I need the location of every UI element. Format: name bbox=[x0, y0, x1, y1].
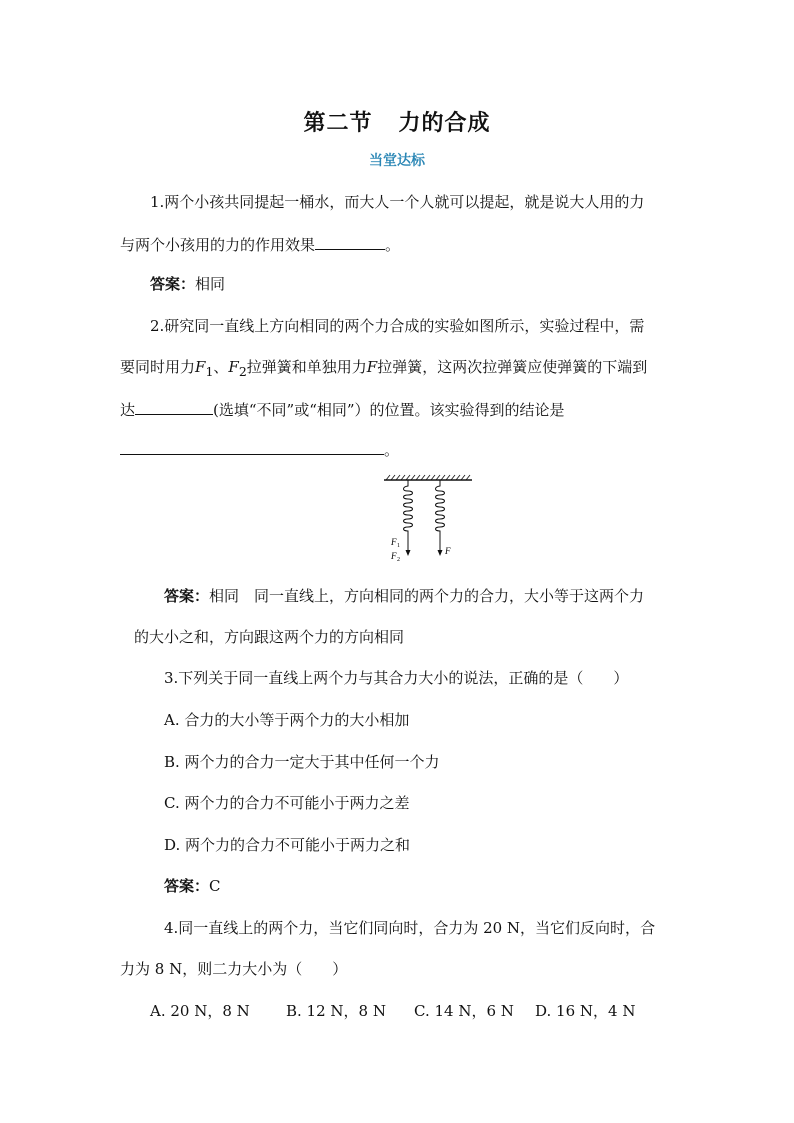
q2-line2 bbox=[120, 357, 647, 382]
q2-blank-1 bbox=[135, 399, 213, 415]
section-label: 第二节 bbox=[303, 110, 373, 136]
q3-answer bbox=[164, 876, 221, 896]
q2-answer-label: 答案： bbox=[164, 587, 210, 605]
q1-answer-blank bbox=[315, 234, 385, 250]
q1-answer-text: 相同 bbox=[195, 275, 226, 293]
q3-option-a: A. 合力的大小等于两个力的大小相加 bbox=[164, 711, 410, 729]
q3-option-d: D. 两个力的合力不可能小于两力之和 bbox=[164, 836, 411, 854]
section-topic: 力的合成 bbox=[398, 110, 491, 136]
spring-right bbox=[436, 480, 445, 536]
q2-answer-line1 bbox=[164, 586, 644, 606]
label-f1-sub: 1 bbox=[397, 543, 400, 549]
ceiling bbox=[384, 475, 472, 480]
q2-line3-pre: 达 bbox=[120, 401, 136, 419]
q1-answer-label: 答案： bbox=[150, 275, 196, 293]
q2-force-f: F bbox=[366, 358, 378, 376]
label-f2-sub: 2 bbox=[397, 557, 400, 563]
q2-line2-pre: 要同时用力 bbox=[120, 358, 196, 376]
q2-force-f2: F bbox=[228, 358, 239, 376]
spring-experiment-figure bbox=[380, 474, 480, 566]
q2-line3 bbox=[120, 399, 565, 420]
q1-line1: 1.两个小孩共同提起一桶水，而大人一个人就可以提起，就是说大人用的力 bbox=[150, 193, 645, 211]
q1-answer bbox=[150, 274, 225, 294]
q2-force-f2-sub: 2 bbox=[238, 364, 247, 379]
q2-answer-text-1: 相同 同一直线上，方向相同的两个力的合力，大小等于这两个力 bbox=[209, 587, 645, 605]
q3-option-b: B. 两个力的合力一定大于其中任何一个力 bbox=[164, 753, 440, 771]
spring-left bbox=[404, 480, 413, 536]
page-title bbox=[0, 106, 794, 137]
label-f1: F bbox=[391, 537, 397, 547]
q2-force-f1: F bbox=[195, 358, 206, 376]
q4-option-b: B. 12 N，8 N bbox=[286, 1002, 386, 1020]
q1-line2 bbox=[120, 234, 400, 255]
q3-answer-label: 答案： bbox=[164, 877, 210, 895]
q2-line2-post: 拉弹簧，这两次拉弹簧应使弹簧的下端到 bbox=[377, 358, 648, 376]
label-f2: F bbox=[391, 551, 397, 561]
q4-option-c: C. 14 N，6 N bbox=[414, 1002, 514, 1020]
q2-answer-line2: 的大小之和，方向跟这两个力的方向相同 bbox=[134, 628, 405, 646]
q4-option-d: D. 16 N，4 N bbox=[535, 1002, 636, 1020]
q2-line4-end: 。 bbox=[384, 441, 400, 459]
q3-option-c: C. 两个力的合力不可能小于两力之差 bbox=[164, 794, 410, 812]
label-f: F bbox=[445, 546, 451, 556]
q3-answer-text: C bbox=[209, 877, 221, 895]
q1-line2-end: 。 bbox=[385, 236, 401, 254]
q2-line1: 2.研究同一直线上方向相同的两个力合成的实验如图所示，实验过程中，需 bbox=[150, 317, 645, 335]
q2-blank-2 bbox=[120, 439, 384, 455]
q2-force-f1-sub: 1 bbox=[205, 364, 214, 379]
q2-sep: 、 bbox=[213, 358, 229, 376]
q4-line1: 4.同一直线上的两个力，当它们同向时，合力为 20 N，当它们反向时，合 bbox=[164, 919, 656, 937]
q3-question: 3.下列关于同一直线上两个力与其合力大小的说法，正确的是（ ） bbox=[164, 669, 629, 687]
q1-line2-text: 与两个小孩用的力的作用效果 bbox=[120, 236, 316, 254]
q2-line2-mid: 拉弹簧和单独用力 bbox=[246, 358, 367, 376]
q2-line3-post: (选填“不同”或“相同”）的位置。该实验得到的结论是 bbox=[213, 401, 565, 419]
q4-option-a: A. 20 N，8 N bbox=[150, 1002, 250, 1020]
section-subtitle: 当堂达标 bbox=[369, 153, 425, 169]
q4-line2: 力为 8 N，则二力大小为（ ） bbox=[120, 960, 348, 978]
q2-line4 bbox=[120, 439, 399, 460]
